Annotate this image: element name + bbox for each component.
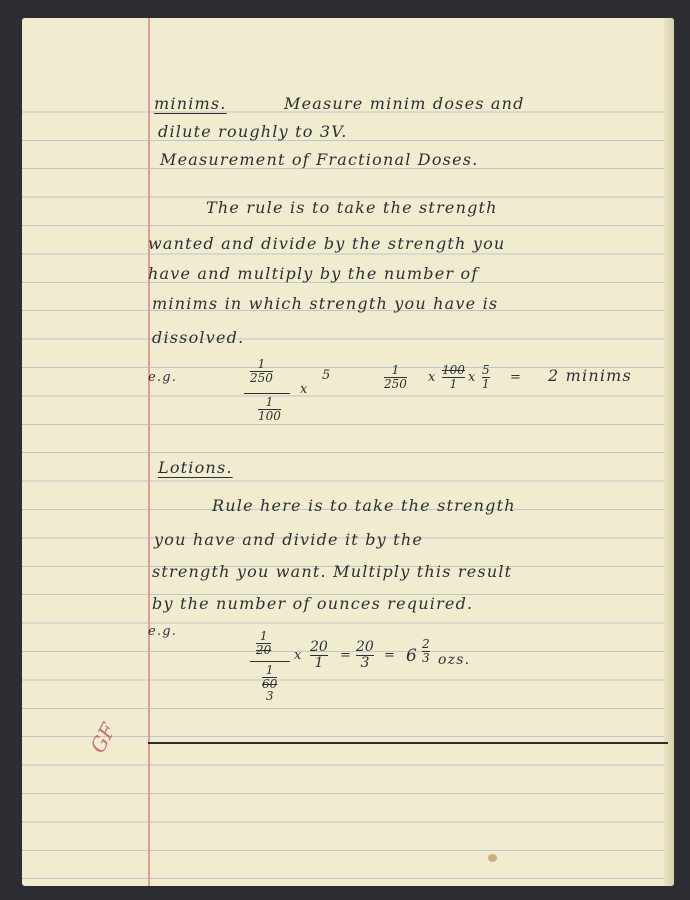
margin-line (148, 18, 150, 886)
unit-ozs: ozs. (438, 652, 471, 668)
page-header-area (22, 18, 674, 84)
text-line: Rule here is to take the strength (212, 496, 516, 515)
times-sign: x (428, 370, 436, 385)
text-line: minims in which strength you have is (152, 294, 499, 313)
initials-stamp: GF (85, 719, 121, 757)
result-2-minims: 2 minims (548, 366, 632, 385)
fraction-1-60: 1 60 3 (262, 663, 278, 704)
times-sign: x (468, 370, 476, 385)
eg-label: e.g. (148, 624, 178, 639)
fraction-2-3: 2 3 (422, 637, 430, 665)
paper-stain (488, 854, 497, 862)
times-sign: x (294, 648, 302, 663)
text-line: you have and divide it by the (154, 530, 423, 549)
fraction-1-250: 1 250 (384, 363, 407, 391)
fraction-1-250: 1 250 (250, 357, 273, 385)
notebook-page (22, 18, 674, 886)
fraction-20-3: 20 3 (356, 639, 374, 671)
heading-lotions: Lotions. (158, 458, 233, 477)
fraction-main-bar (250, 661, 290, 662)
text-line: have and multiply by the number of (148, 264, 479, 283)
number-five: 5 (322, 368, 331, 383)
text-line: The rule is to take the strength (206, 198, 498, 217)
fraction-100-1: 100 1 (442, 363, 465, 391)
whole-number-6: 6 (406, 646, 417, 666)
text-line: wanted and divide by the strength you (148, 234, 506, 253)
text-line: strength you want. Multiply this result (152, 562, 513, 581)
page-edge (664, 18, 674, 886)
text-line: Measure minim doses and (284, 94, 525, 113)
fraction-1-20: 1 20 (256, 629, 272, 657)
fraction-main-bar (244, 393, 290, 394)
fraction-1-100: 1 100 (258, 395, 281, 423)
times-sign: x (300, 382, 308, 397)
equals-sign: = (340, 648, 351, 663)
equals-sign: = (510, 370, 521, 385)
heading-minims: minims. (154, 94, 227, 113)
text-line: by the number of ounces required. (152, 594, 474, 613)
heading-fractional-doses: Measurement of Fractional Doses. (160, 150, 479, 169)
fraction-20-1: 20 1 (310, 639, 328, 671)
equals-sign: = (384, 648, 395, 663)
text-line: dissolved. (152, 328, 245, 347)
eg-label: e.g. (148, 370, 178, 385)
fraction-5-1: 5 1 (482, 363, 490, 391)
horizontal-rule (148, 742, 668, 744)
text-line: dilute roughly to 3V. (158, 122, 348, 141)
